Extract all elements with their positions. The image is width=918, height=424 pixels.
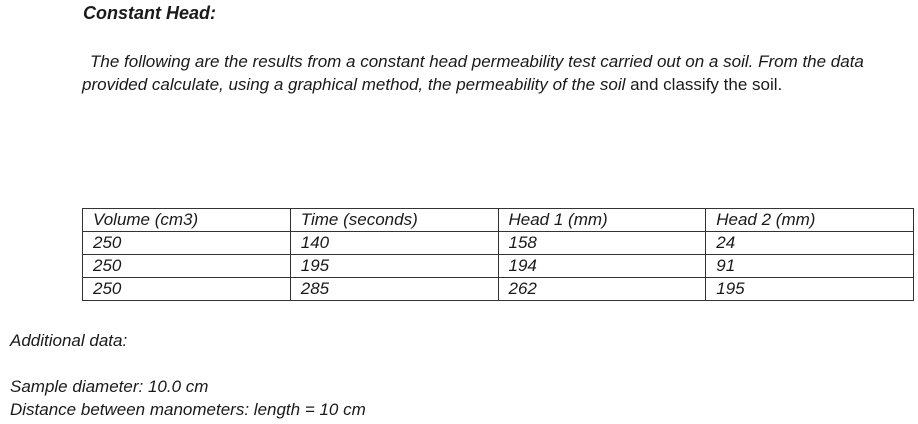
problem-statement-plain: and classify the soil. (625, 75, 783, 94)
table-row (83, 255, 914, 278)
problem-statement-italic: The following are the results from a constant head permeability test carried out on a soil. From the data provided calculate, using a graphical method, the permeability of the soil (82, 52, 864, 94)
header-head-1: Head 1 (mm) (498, 209, 706, 232)
cell-head-2: 91 (706, 255, 914, 278)
cell-volume: 250 (83, 255, 291, 278)
additional-data-title: Additional data: (10, 331, 128, 350)
cell-head-2: 195 (706, 278, 914, 301)
cell-head-1: 262 (498, 278, 706, 301)
problem-statement (82, 50, 916, 96)
table-header-row (83, 209, 914, 232)
header-head-2: Head 2 (mm) (706, 209, 914, 232)
table-row (83, 278, 914, 301)
cell-head-1: 158 (498, 232, 706, 255)
cell-volume: 250 (83, 278, 291, 301)
cell-volume: 250 (83, 232, 291, 255)
sample-diameter: Sample diameter: 10.0 cm (10, 377, 209, 396)
manometer-distance: Distance between manometers: length = 10 cm (10, 400, 366, 419)
cell-head-1: 194 (498, 255, 706, 278)
results-table (82, 208, 914, 301)
cell-time: 285 (290, 278, 498, 301)
cell-head-2: 24 (706, 232, 914, 255)
table-row (83, 232, 914, 255)
header-time: Time (seconds) (290, 209, 498, 232)
section-heading: Constant Head: (83, 3, 217, 23)
cell-time: 195 (290, 255, 498, 278)
header-volume: Volume (cm3) (83, 209, 291, 232)
cell-time: 140 (290, 232, 498, 255)
